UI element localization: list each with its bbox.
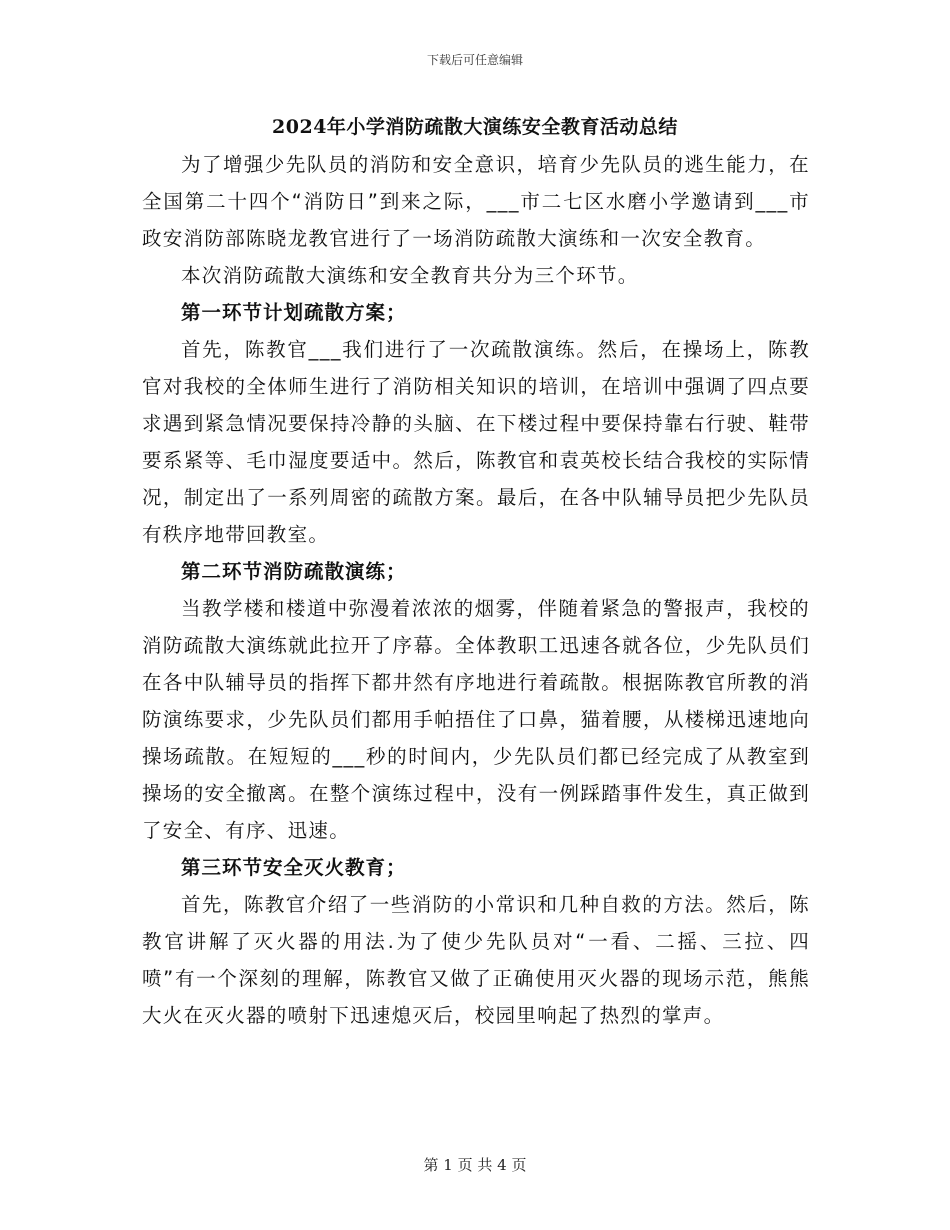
section-3-paragraph: 首先，陈教官介绍了一些消防的小常识和几种自救的方法。然后，陈教官讲解了灭火器的用法.为了使少先队员对“一看、二摇、三拉、四喷”有一个深刻的理解，陈教官又做了正确使用灭火器的现场示范，熊熊大火在灭火器的喷射下迅速熄灭后，校园里响起了热烈的掌声。	[142, 893, 810, 1027]
section-1-heading: 第一环节计划疏散方案；	[181, 301, 407, 324]
page-number: 第 1 页 共 4 页	[423, 1156, 527, 1174]
header-note: 下载后可任意编辑	[426, 53, 523, 67]
intro-paragraph: 为了增强少先队员的消防和安全意识，培育少先队员的逃生能力，在全国第二十四个“消防日”到来之际，___市二七区水磨小学邀请到___市政安消防部陈晓龙教官进行了一场消防疏散大演练和一次安全教育。	[142, 153, 810, 250]
section-2-heading: 第二环节消防疏散演练；	[181, 560, 407, 583]
overview-paragraph: 本次消防疏散大演练和安全教育共分为三个环节。	[181, 264, 639, 287]
section-1-paragraph: 首先，陈教官___我们进行了一次疏散演练。然后，在操场上，陈教官对我校的全体师生进行了消防相关知识的培训，在培训中强调了四点要求遇到紧急情况要保持冷静的头脑、在下楼过程中要保持靠右行驶、鞋带要系紧等、毛巾湿度要适中。然后，陈教官和袁英校长结合我校的实际情况，制定出了一系列周密的疏散方案。最后，在各中队辅导员把少先队员有秩序地带回教室。	[142, 338, 810, 546]
section-3-heading: 第三环节安全灭火教育；	[181, 856, 407, 879]
document-body	[142, 146, 810, 1034]
section-2-paragraph: 当教学楼和楼道中弥漫着浓浓的烟雾，伴随着紧急的警报声，我校的消防疏散大演练就此拉开了序幕。全体教职工迅速各就各位，少先队员们在各中队辅导员的指挥下都井然有序地进行着疏散。根据陈教官所教的消防演练要求，少先队员们都用手帕捂住了口鼻，猫着腰，从楼梯迅速地向操场疏散。在短短的___秒的时间内，少先队员们都已经完成了从教室到操场的安全撤离。在整个演练过程中，没有一例踩踏事件发生，真正做到了安全、有序、迅速。	[142, 597, 810, 842]
document-title: 2024年小学消防疏散大演练安全教育活动总结	[272, 116, 678, 138]
